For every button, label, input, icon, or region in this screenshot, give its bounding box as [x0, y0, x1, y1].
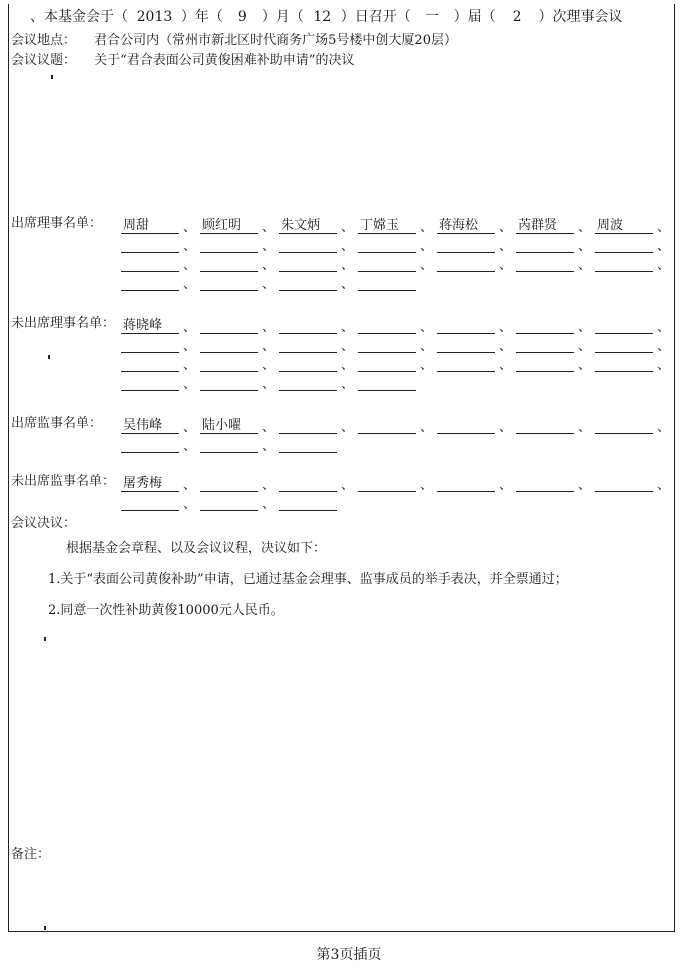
separator-mark: 、 [183, 320, 197, 335]
name-blank [200, 337, 258, 353]
name-blank [121, 256, 179, 272]
name-blank [516, 418, 574, 434]
name-blank: 蒋海松 [437, 218, 495, 234]
separator-mark: 、 [420, 478, 434, 493]
name-blank [358, 318, 416, 334]
name-blank [516, 476, 574, 492]
separator-mark: 、 [578, 339, 592, 354]
separator-mark: 、 [262, 339, 276, 354]
topic-line [11, 53, 354, 69]
present-directors-label: 出席理事名单： [11, 216, 103, 231]
name-blank [437, 318, 495, 334]
name-blank [437, 337, 495, 353]
name-blank [200, 256, 258, 272]
name-blank [279, 437, 337, 453]
separator-mark: 、 [657, 478, 671, 493]
separator-mark: 、 [578, 320, 592, 335]
name-blank [516, 356, 574, 372]
name-blank [437, 356, 495, 372]
separator-mark: 、 [183, 439, 197, 454]
name-blank [121, 275, 179, 291]
header-meeting-no: 2 [512, 9, 522, 25]
scan-speck [51, 75, 53, 79]
name-blank [358, 275, 416, 291]
name-blank [279, 476, 337, 492]
name-blank [121, 337, 179, 353]
separator-mark: 、 [341, 277, 355, 292]
name-blank: 陆小嚁 [200, 418, 258, 434]
name-blank: 周甜 [121, 218, 179, 234]
scan-speck [44, 637, 46, 641]
page-footer: 第3页插页 [316, 947, 382, 963]
separator-mark: 、 [578, 358, 592, 373]
name-blank [595, 476, 653, 492]
separator-mark: 、 [262, 277, 276, 292]
scan-speck [44, 926, 46, 930]
name-blank: 丁嫦玉 [358, 218, 416, 234]
separator-mark: 、 [499, 220, 513, 235]
resolution-item-1: 1.关于“表面公司黄俊补助”申请，已通过基金会理事、监事成员的举手表决，并全票通过； [48, 572, 568, 587]
name-blank [121, 237, 179, 253]
name-blank [279, 237, 337, 253]
separator-mark: 、 [499, 420, 513, 435]
separator-mark: 、 [420, 358, 434, 373]
separator-mark: 、 [578, 239, 592, 254]
separator-mark: 、 [262, 220, 276, 235]
separator-mark: 、 [657, 339, 671, 354]
name-blank [279, 375, 337, 391]
separator-mark: 、 [578, 220, 592, 235]
name-blank [200, 237, 258, 253]
separator-mark: 、 [262, 320, 276, 335]
name-blank [200, 495, 258, 511]
separator-mark: 、 [341, 339, 355, 354]
name-blank [437, 237, 495, 253]
resolution-intro: 根据基金会章程、以及会议议程，决议如下： [66, 541, 327, 556]
separator-mark: 、 [499, 358, 513, 373]
name-blank: 屠秀梅 [121, 476, 179, 492]
form-frame [8, 4, 675, 932]
name-blank [516, 237, 574, 253]
separator-mark: 、 [262, 420, 276, 435]
name-blank [358, 375, 416, 391]
name-blank [279, 356, 337, 372]
name-blank [595, 337, 653, 353]
name-blank [358, 337, 416, 353]
name-blank [516, 337, 574, 353]
separator-mark: 、 [262, 377, 276, 392]
name-blank [279, 275, 337, 291]
name-blank [358, 256, 416, 272]
separator-mark: 、 [499, 339, 513, 354]
name-blank: 周波 [595, 218, 653, 234]
name-blank [358, 237, 416, 253]
separator-mark: 、 [657, 420, 671, 435]
name-blank [358, 356, 416, 372]
name-blank [595, 256, 653, 272]
present-supervisors-label: 出席监事名单： [11, 416, 103, 431]
separator-mark: 、 [183, 420, 197, 435]
name-blank: 朱文炳 [279, 218, 337, 234]
separator-mark: 、 [499, 239, 513, 254]
separator-mark: 、 [183, 339, 197, 354]
name-blank [121, 375, 179, 391]
name-blank [279, 318, 337, 334]
name-blank [200, 437, 258, 453]
name-blank [595, 418, 653, 434]
location-label: 会议地点： [11, 33, 77, 48]
name-blank [595, 318, 653, 334]
separator-mark: 、 [420, 320, 434, 335]
resolution-item-2: 2.同意一次性补助黄俊10000元人民币。 [48, 603, 284, 618]
separator-mark: 、 [183, 258, 197, 273]
remarks-label: 备注： [11, 847, 51, 862]
header-month-label: ）月（ [261, 9, 304, 25]
name-blank [121, 437, 179, 453]
name-blank [437, 418, 495, 434]
separator-mark: 、 [341, 358, 355, 373]
header-suffix: ）次理事会议 [538, 9, 623, 25]
separator-mark: 、 [578, 478, 592, 493]
name-blank [595, 356, 653, 372]
name-blank [358, 476, 416, 492]
name-blank: 吴伟峰 [121, 418, 179, 434]
separator-mark: 、 [262, 239, 276, 254]
separator-mark: 、 [341, 258, 355, 273]
header-session-label: ）届（ [453, 9, 496, 25]
name-blank [279, 495, 337, 511]
name-blank: 芮群贤 [516, 218, 574, 234]
name-blank [437, 256, 495, 272]
name-blank [595, 237, 653, 253]
name-blank: 顾红明 [200, 218, 258, 234]
name-blank [279, 256, 337, 272]
separator-mark: 、 [657, 358, 671, 373]
separator-mark: 、 [262, 358, 276, 373]
separator-mark: 、 [341, 377, 355, 392]
name-blank [121, 356, 179, 372]
location-line [11, 33, 457, 49]
separator-mark: 、 [420, 220, 434, 235]
name-blank [200, 375, 258, 391]
header-month: 9 [237, 9, 247, 25]
name-blank [121, 495, 179, 511]
separator-mark: 、 [420, 420, 434, 435]
header-year-label: ）年（ [180, 9, 223, 25]
separator-mark: 、 [183, 277, 197, 292]
header-prefix: 、本基金会于（ [30, 9, 128, 25]
resolution-label: 会议决议： [11, 516, 77, 531]
separator-mark: 、 [183, 377, 197, 392]
name-blank [200, 275, 258, 291]
meeting-header [30, 9, 623, 25]
name-blank [516, 256, 574, 272]
separator-mark: 、 [341, 239, 355, 254]
separator-mark: 、 [578, 420, 592, 435]
location-value: 君合公司内（常州市新北区时代商务广场5号楼中创大厦20层） [94, 33, 457, 48]
separator-mark: 、 [262, 258, 276, 273]
separator-mark: 、 [183, 478, 197, 493]
separator-mark: 、 [341, 420, 355, 435]
name-blank [200, 318, 258, 334]
separator-mark: 、 [341, 478, 355, 493]
absent-directors-label: 未出席理事名单： [11, 316, 116, 331]
separator-mark: 、 [341, 320, 355, 335]
name-blank: 蒋晓峰 [121, 318, 179, 334]
name-blank [279, 337, 337, 353]
absent-supervisors-label: 未出席监事名单： [11, 474, 116, 489]
separator-mark: 、 [420, 258, 434, 273]
header-year: 2013 [136, 9, 173, 25]
separator-mark: 、 [262, 439, 276, 454]
separator-mark: 、 [657, 220, 671, 235]
scan-speck [48, 355, 50, 359]
separator-mark: 、 [183, 220, 197, 235]
name-blank [279, 418, 337, 434]
topic-label: 会议议题： [11, 53, 77, 68]
separator-mark: 、 [578, 258, 592, 273]
header-session: 一 [425, 9, 440, 25]
topic-value: 关于“君合表面公司黄俊困难补助申请”的决议 [94, 53, 355, 68]
name-blank [516, 318, 574, 334]
separator-mark: 、 [420, 339, 434, 354]
separator-mark: 、 [657, 320, 671, 335]
separator-mark: 、 [183, 497, 197, 512]
name-blank [200, 356, 258, 372]
separator-mark: 、 [262, 497, 276, 512]
separator-mark: 、 [183, 358, 197, 373]
name-blank [358, 418, 416, 434]
separator-mark: 、 [420, 239, 434, 254]
separator-mark: 、 [657, 239, 671, 254]
header-day-label: ）日召开（ [340, 9, 411, 25]
separator-mark: 、 [341, 220, 355, 235]
separator-mark: 、 [262, 478, 276, 493]
separator-mark: 、 [183, 239, 197, 254]
name-blank [200, 476, 258, 492]
separator-mark: 、 [657, 258, 671, 273]
separator-mark: 、 [499, 478, 513, 493]
header-day: 12 [313, 9, 332, 25]
separator-mark: 、 [499, 258, 513, 273]
name-blank [437, 476, 495, 492]
separator-mark: 、 [499, 320, 513, 335]
